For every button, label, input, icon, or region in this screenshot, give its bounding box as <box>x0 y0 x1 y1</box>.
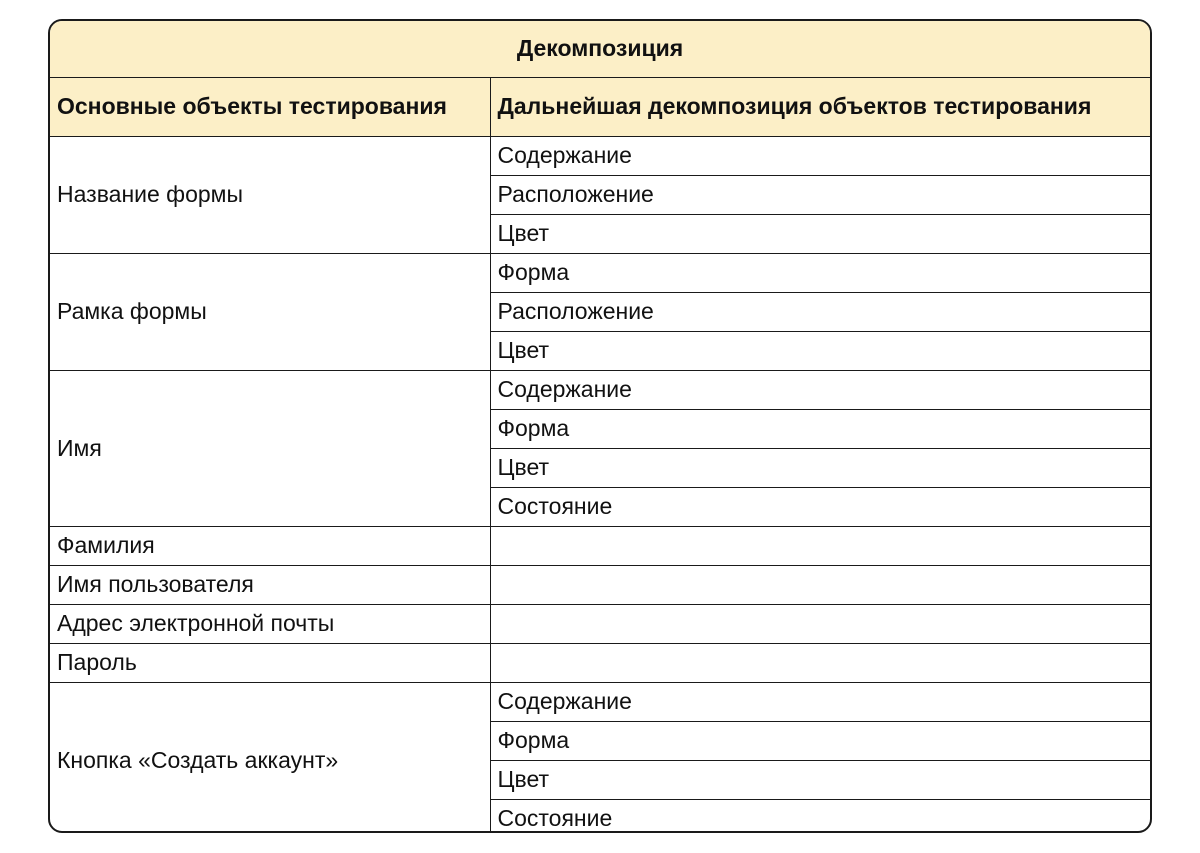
table-title-row <box>50 21 1150 78</box>
decomposition-item-cell <box>490 605 1150 644</box>
decomposition-item-cell: Содержание <box>490 137 1150 176</box>
table-title: Декомпозиция <box>50 21 1150 78</box>
table-row <box>50 254 1150 293</box>
decomposition-item-cell: Расположение <box>490 176 1150 215</box>
table-row <box>50 371 1150 410</box>
decomposition-table-body <box>50 21 1150 833</box>
test-object-cell: Фамилия <box>50 527 490 566</box>
decomposition-item-cell <box>490 527 1150 566</box>
decomposition-item-cell <box>490 644 1150 683</box>
table-row <box>50 605 1150 644</box>
test-object-cell: Кнопка «Создать аккаунт» <box>50 683 490 834</box>
decomposition-item-cell: Форма <box>490 722 1150 761</box>
decomposition-item-cell: Форма <box>490 410 1150 449</box>
decomposition-table-container <box>48 19 1152 833</box>
table-row <box>50 644 1150 683</box>
decomposition-item-cell: Состояние <box>490 800 1150 834</box>
decomposition-item-cell: Расположение <box>490 293 1150 332</box>
header-main-objects: Основные объекты тестирования <box>50 78 490 137</box>
test-object-cell: Название формы <box>50 137 490 254</box>
table-row <box>50 527 1150 566</box>
decomposition-item-cell: Цвет <box>490 449 1150 488</box>
decomposition-item-cell: Цвет <box>490 332 1150 371</box>
decomposition-item-cell: Состояние <box>490 488 1150 527</box>
decomposition-item-cell: Содержание <box>490 371 1150 410</box>
decomposition-item-cell: Цвет <box>490 761 1150 800</box>
header-further-decomposition: Дальнейшая декомпозиция объектов тестирования <box>490 78 1150 137</box>
table-row <box>50 137 1150 176</box>
decomposition-table <box>50 21 1150 833</box>
decomposition-item-cell: Форма <box>490 254 1150 293</box>
table-header-row <box>50 78 1150 137</box>
test-object-cell: Имя <box>50 371 490 527</box>
test-object-cell: Имя пользователя <box>50 566 490 605</box>
table-row <box>50 566 1150 605</box>
decomposition-item-cell <box>490 566 1150 605</box>
decomposition-item-cell: Цвет <box>490 215 1150 254</box>
test-object-cell: Рамка формы <box>50 254 490 371</box>
decomposition-item-cell: Содержание <box>490 683 1150 722</box>
table-row <box>50 683 1150 722</box>
test-object-cell: Пароль <box>50 644 490 683</box>
test-object-cell: Адрес электронной почты <box>50 605 490 644</box>
